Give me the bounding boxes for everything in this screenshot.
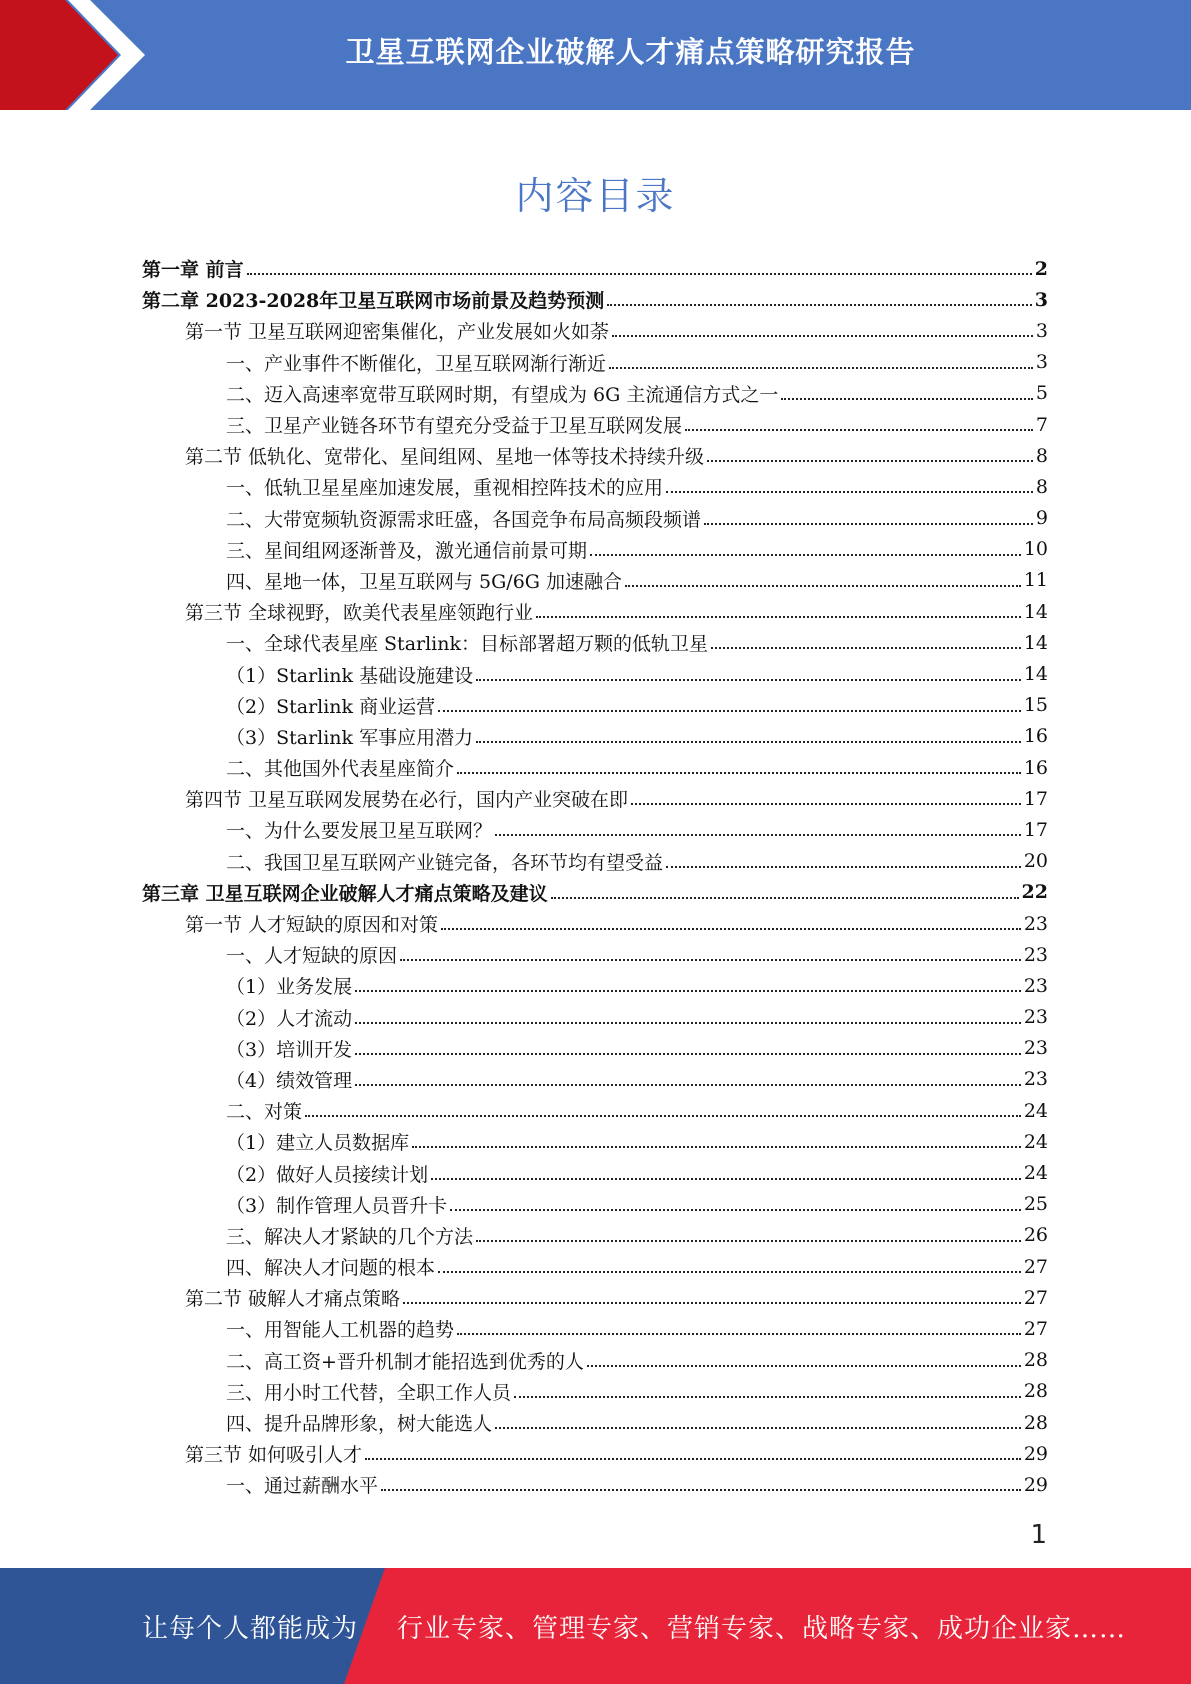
toc-entry-page: 24 — [1023, 1099, 1048, 1122]
toc-entry-label: 第一节 人才短缺的原因和对策 — [185, 914, 439, 937]
toc-entry-label: 二、我国卫星互联网产业链完备，各环节均有望受益 — [226, 851, 664, 874]
toc-entry-label: 四、提升品牌形象，树大能选人 — [226, 1413, 493, 1436]
toc-entry-page: 14 — [1023, 600, 1048, 623]
toc-entry-label: 第一章 前言 — [142, 259, 244, 282]
toc-entry[interactable] — [142, 658, 1048, 689]
toc-entry[interactable] — [142, 970, 1048, 1001]
toc-entry-page: 11 — [1023, 569, 1048, 592]
toc-title: 内容目录 — [515, 174, 676, 218]
toc-dot-leader — [438, 691, 1021, 712]
toc-dot-leader — [631, 784, 1021, 805]
toc-entry-page: 3 — [1035, 351, 1048, 374]
toc-dot-leader — [412, 1127, 1021, 1148]
toc-entry-page: 27 — [1023, 1317, 1048, 1340]
toc-entry-page: 7 — [1035, 413, 1048, 436]
toc-dot-leader — [625, 566, 1021, 587]
toc-entry[interactable] — [142, 1002, 1048, 1033]
toc-entry-label: 第二章 2023-2028年卫星互联网市场前景及趋势预测 — [142, 290, 605, 313]
toc-dot-leader — [707, 441, 1033, 462]
toc-entry-label: 第一节 卫星互联网迎密集催化，产业发展如火如荼 — [185, 321, 610, 344]
toc-entry-page: 14 — [1023, 663, 1048, 686]
toc-dot-leader — [355, 1034, 1021, 1055]
toc-dot-leader — [355, 971, 1021, 992]
toc-entry-page: 17 — [1023, 787, 1048, 810]
toc-entry-page: 8 — [1035, 444, 1048, 467]
toc-entry[interactable] — [142, 752, 1048, 783]
toc-entry[interactable] — [142, 1157, 1048, 1188]
toc-entry[interactable] — [142, 939, 1048, 970]
toc-entry[interactable] — [142, 814, 1048, 845]
toc-entry-page: 27 — [1023, 1255, 1048, 1278]
toc-entry-label: 一、人才短缺的原因 — [226, 945, 398, 968]
toc-entry-label: 二、高工资+晋升机制才能招选到优秀的人 — [226, 1350, 584, 1373]
toc-entry-page: 2 — [1034, 257, 1048, 280]
toc-dot-leader — [476, 660, 1021, 681]
toc-dot-leader — [247, 254, 1032, 275]
toc-dot-leader — [612, 316, 1033, 337]
toc-entry-label: 二、大带宽频轨资源需求旺盛，各国竞争布局高频段频谱 — [226, 508, 702, 531]
toc-entry[interactable] — [142, 253, 1048, 284]
toc-entry-page: 3 — [1035, 319, 1048, 342]
toc-entry-label: 第三节 全球视野，欧美代表星座领跑行业 — [185, 602, 534, 625]
toc-entry-label: 三、解决人才紧缺的几个方法 — [226, 1225, 474, 1248]
table-of-contents — [142, 253, 1048, 1501]
toc-dot-leader — [495, 1408, 1021, 1429]
toc-dot-leader — [607, 285, 1032, 306]
toc-entry-page: 23 — [1023, 974, 1048, 997]
toc-entry-page: 26 — [1023, 1224, 1048, 1247]
toc-dot-leader — [400, 940, 1021, 961]
toc-entry[interactable] — [142, 440, 1048, 471]
toc-entry-label: （1）业务发展 — [226, 976, 353, 999]
toc-entry-label: 二、其他国外代表星座简介 — [226, 758, 455, 781]
toc-dot-leader — [587, 1346, 1021, 1367]
toc-dot-leader — [666, 847, 1021, 868]
toc-entry-label: 第二节 低轨化、宽带化、星间组网、星地一体等技术持续升级 — [185, 446, 705, 469]
toc-entry[interactable] — [142, 721, 1048, 752]
toc-entry-page: 27 — [1023, 1286, 1048, 1309]
toc-dot-leader — [685, 410, 1033, 431]
toc-entry[interactable] — [142, 690, 1048, 721]
toc-entry-label: 第三节 如何吸引人才 — [185, 1444, 363, 1467]
toc-entry-label: 一、全球代表星座 Starlink：目标部署超万颗的低轨卫星 — [226, 633, 709, 656]
toc-entry-page: 23 — [1023, 912, 1048, 935]
toc-entry-page: 24 — [1023, 1130, 1048, 1153]
toc-entry-label: 三、星间组网逐渐普及，激光通信前景可期 — [226, 539, 588, 562]
toc-entry-label: 第二节 破解人才痛点策略 — [185, 1288, 401, 1311]
toc-entry-label: （2）人才流动 — [226, 1007, 353, 1030]
toc-entry-page: 16 — [1023, 756, 1048, 779]
toc-entry[interactable] — [142, 877, 1048, 908]
toc-entry-label: （2）Starlink 商业运营 — [226, 695, 436, 718]
toc-entry-page: 22 — [1021, 881, 1048, 904]
toc-entry[interactable] — [142, 1251, 1048, 1282]
toc-entry[interactable] — [142, 1313, 1048, 1344]
toc-entry[interactable] — [142, 1376, 1048, 1407]
toc-entry[interactable] — [142, 1095, 1048, 1126]
toc-entry-label: （4）绩效管理 — [226, 1069, 353, 1092]
red-chevron-logo — [0, 0, 160, 110]
footer-slogan-left: 让每个人都能成为 — [142, 1614, 359, 1644]
toc-entry-page: 28 — [1023, 1411, 1048, 1434]
toc-entry[interactable] — [142, 846, 1048, 877]
toc-dot-leader — [450, 1190, 1021, 1211]
toc-entry-label: （3）Starlink 军事应用潜力 — [226, 726, 474, 749]
header-banner — [0, 0, 1191, 110]
toc-dot-leader — [476, 722, 1021, 743]
toc-entry[interactable] — [142, 284, 1048, 315]
toc-entry[interactable] — [142, 908, 1048, 939]
toc-dot-leader — [365, 1439, 1021, 1460]
toc-entry-page: 24 — [1023, 1162, 1048, 1185]
toc-entry[interactable] — [142, 627, 1048, 658]
toc-entry[interactable] — [142, 1189, 1048, 1220]
toc-entry-label: 四、解决人才问题的根本 — [226, 1257, 436, 1280]
toc-dot-leader — [536, 597, 1021, 618]
toc-entry-page: 16 — [1023, 725, 1048, 748]
toc-entry[interactable] — [142, 1220, 1048, 1251]
toc-dot-leader — [403, 1283, 1021, 1304]
toc-entry-label: 一、通过薪酬水平 — [226, 1475, 379, 1498]
toc-entry-page: 5 — [1035, 382, 1048, 405]
toc-entry-page: 29 — [1023, 1473, 1048, 1496]
toc-entry-page: 3 — [1034, 288, 1048, 311]
toc-dot-leader — [457, 1314, 1021, 1335]
toc-entry[interactable] — [142, 1407, 1048, 1438]
toc-entry[interactable] — [142, 1438, 1048, 1469]
toc-entry-page: 23 — [1023, 1037, 1048, 1060]
page-number: 1 — [1030, 1520, 1047, 1550]
toc-entry-page: 8 — [1035, 475, 1048, 498]
toc-entry-label: 一、为什么要发展卫星互联网？ — [226, 820, 493, 843]
toc-entry[interactable] — [142, 378, 1048, 409]
toc-dot-leader — [431, 1159, 1021, 1180]
toc-entry-label: 一、产业事件不断催化，卫星互联网渐行渐近 — [226, 352, 607, 375]
toc-entry-page: 28 — [1023, 1380, 1048, 1403]
toc-entry[interactable] — [142, 534, 1048, 565]
toc-entry-page: 23 — [1023, 1006, 1048, 1029]
toc-entry-page: 23 — [1023, 943, 1048, 966]
footer-slogan-right: 行业专家、管理专家、营销专家、战略专家、成功企业家…… — [397, 1614, 1127, 1644]
toc-dot-leader — [355, 1003, 1021, 1024]
toc-entry-page: 29 — [1023, 1442, 1048, 1465]
toc-entry[interactable] — [142, 1064, 1048, 1095]
toc-dot-leader — [441, 909, 1021, 930]
toc-entry-page: 23 — [1023, 1068, 1048, 1091]
toc-entry-label: （3）培训开发 — [226, 1038, 353, 1061]
toc-dot-leader — [551, 878, 1019, 899]
report-title: 卫星互联网企业破解人才痛点策略研究报告 — [345, 35, 916, 69]
toc-entry[interactable] — [142, 471, 1048, 502]
toc-entry-label: （3）制作管理人员晋升卡 — [226, 1194, 448, 1217]
toc-entry[interactable] — [142, 783, 1048, 814]
toc-entry[interactable] — [142, 347, 1048, 378]
toc-dot-leader — [711, 628, 1021, 649]
toc-entry[interactable] — [142, 315, 1048, 346]
toc-entry-label: 一、低轨卫星星座加速发展，重视相控阵技术的应用 — [226, 477, 664, 500]
toc-entry-label: 第四节 卫星互联网发展势在必行，国内产业突破在即 — [185, 789, 629, 812]
toc-dot-leader — [438, 1252, 1021, 1273]
toc-entry[interactable] — [142, 596, 1048, 627]
toc-entry-page: 14 — [1023, 631, 1048, 654]
toc-dot-leader — [609, 348, 1033, 369]
toc-entry-label: （1）Starlink 基础设施建设 — [226, 664, 474, 687]
toc-entry[interactable] — [142, 503, 1048, 534]
toc-entry-label: （2）做好人员接续计划 — [226, 1163, 429, 1186]
toc-entry-page: 9 — [1035, 507, 1048, 530]
toc-entry-label: （1）建立人员数据库 — [226, 1132, 410, 1155]
toc-dot-leader — [476, 1221, 1021, 1242]
toc-entry-label: 二、对策 — [226, 1101, 303, 1124]
toc-dot-leader — [457, 753, 1021, 774]
toc-entry-label: 三、卫星产业链各环节有望充分受益于卫星互联网发展 — [226, 415, 683, 438]
toc-entry[interactable] — [142, 409, 1048, 440]
toc-entry-label: 一、用智能人工机器的趋势 — [226, 1319, 455, 1342]
toc-entry-page: 28 — [1023, 1349, 1048, 1372]
toc-entry-page: 25 — [1023, 1193, 1048, 1216]
toc-entry-label: 四、星地一体，卫星互联网与 5G/6G 加速融合 — [226, 570, 623, 593]
toc-entry-page: 17 — [1023, 818, 1048, 841]
toc-dot-leader — [305, 1096, 1021, 1117]
toc-entry[interactable] — [142, 1033, 1048, 1064]
toc-entry[interactable] — [142, 1345, 1048, 1376]
footer-banner — [0, 1568, 1191, 1684]
toc-entry[interactable] — [142, 565, 1048, 596]
toc-dot-leader — [781, 379, 1033, 400]
toc-entry-label: 三、用小时工代替，全职工作人员 — [226, 1381, 512, 1404]
toc-entry-label: 二、迈入高速率宽带互联网时期，有望成为 6G 主流通信方式之一 — [226, 383, 779, 406]
toc-entry-label: 第三章 卫星互联网企业破解人才痛点策略及建议 — [142, 882, 548, 905]
toc-dot-leader — [514, 1377, 1021, 1398]
toc-dot-leader — [590, 535, 1021, 556]
toc-dot-leader — [666, 472, 1033, 493]
toc-dot-leader — [381, 1470, 1021, 1491]
toc-entry-page: 10 — [1023, 538, 1048, 561]
toc-entry-page: 20 — [1023, 850, 1048, 873]
toc-dot-leader — [495, 815, 1021, 836]
toc-entry-page: 15 — [1023, 694, 1048, 717]
toc-entry[interactable] — [142, 1282, 1048, 1313]
toc-dot-leader — [704, 504, 1033, 525]
toc-dot-leader — [355, 1065, 1021, 1086]
toc-entry[interactable] — [142, 1469, 1048, 1500]
toc-entry[interactable] — [142, 1126, 1048, 1157]
